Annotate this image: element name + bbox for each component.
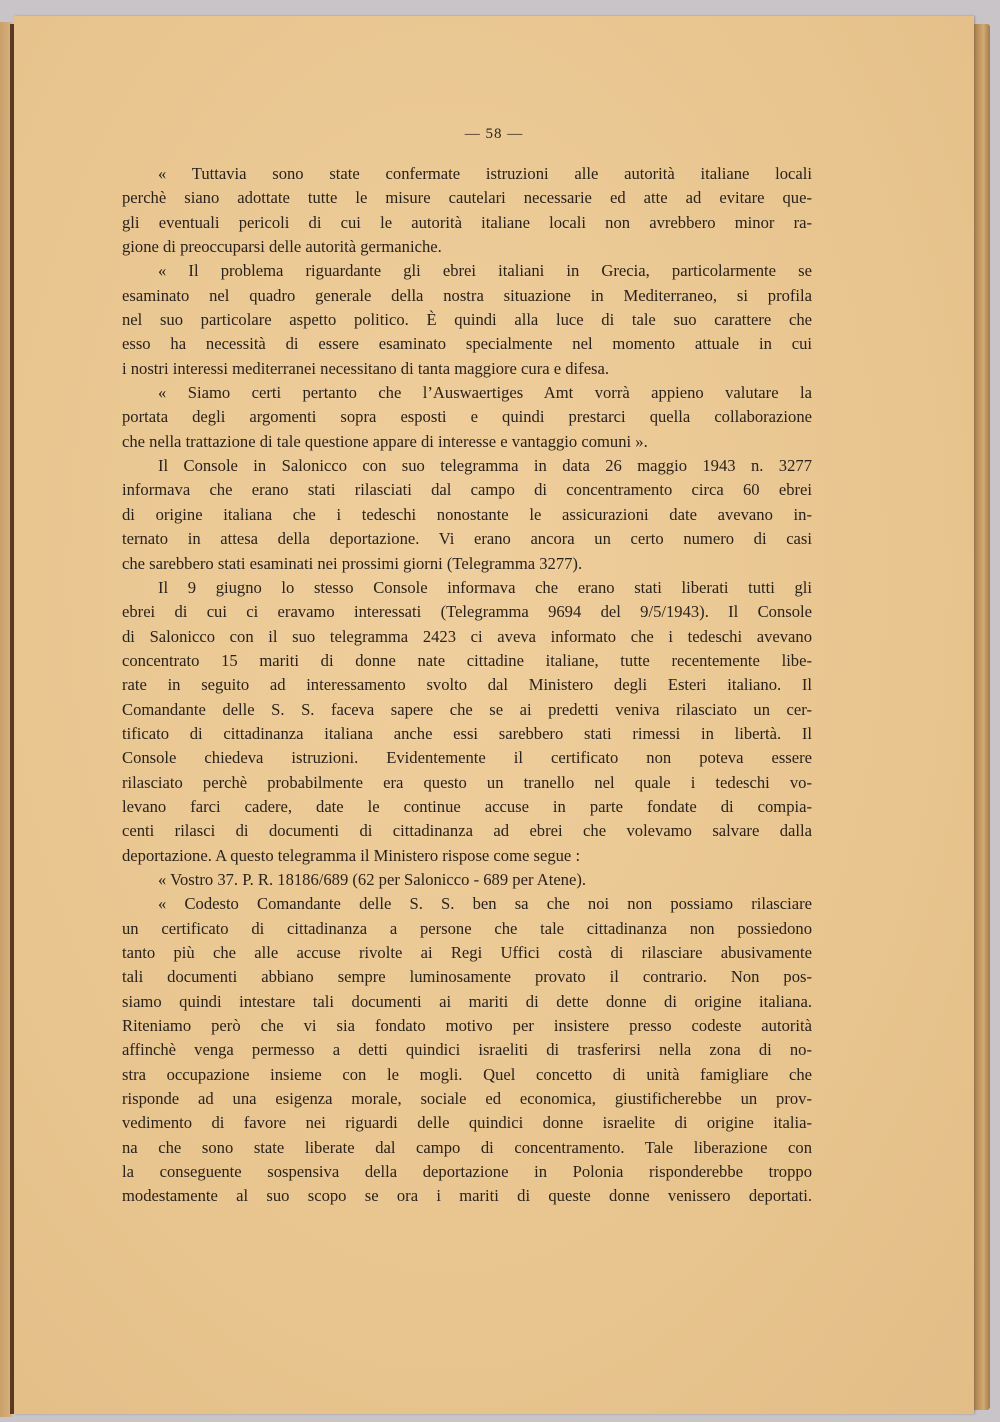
text-line: « Vostro 37. P. R. 18186/689 (62 per Salonicco - 689 per Atene). (158, 869, 587, 889)
text-line: deportazione. A questo telegramma il Ministero rispose come segue : (122, 845, 581, 865)
text-line: ebrei di cui ci eravamo interessati (Telegramma 9694 del 9/5/1943). Il Console (122, 602, 812, 622)
text-line: « Codesto Comandante delle S. S. ben sa che noi non possiamo rilasciare (158, 894, 812, 914)
text-line: che sarebbero stati esaminati nei prossimi giorni (Telegramma 3277). (122, 553, 583, 573)
text-line: centi rilasci di documenti di cittadinanza ad ebrei che volevamo salvare dalla (122, 821, 812, 841)
body-text (122, 162, 812, 1209)
book-page (14, 16, 974, 1414)
text-line: di origine italiana che i tedeschi nonostante le assicurazioni date avevano in- (122, 504, 812, 524)
text-line: esaminato nel quadro generale della nostra situazione in Mediterraneo, si profila (122, 285, 812, 305)
text-line: nel suo particolare aspetto politico. È quindi alla luce di tale suo carattere che (122, 310, 812, 330)
text-line: gli eventuali pericoli di cui le autorità italiane locali non avrebbero minor ra- (122, 212, 812, 232)
text-line: i nostri interessi mediterranei necessitano di tanta maggiore cura e difesa. (122, 358, 610, 378)
text-line: ternato in attesa della deportazione. Vi erano ancora un certo numero di casi (122, 529, 812, 549)
text-line: esso ha necessità di essere esaminato specialmente nel momento attuale in cui (122, 334, 812, 354)
text-line: Comandante delle S. S. faceva sapere che se ai predetti veniva rilasciato un cer- (122, 699, 812, 719)
page-number: — 58 — (464, 126, 524, 142)
text-line: rilasciato perchè probabilmente era questo un tranello nel quale i tedeschi vo- (122, 772, 812, 792)
text-line: tanto più che alle accuse rivolte ai Regi Uffici costà di rilasciare abusivamente (122, 943, 812, 962)
paragraph (122, 868, 812, 892)
paragraph (122, 162, 812, 259)
text-line: perchè siano adottate tutte le misure cautelari necessarie ed atte ad evitare que- (122, 188, 812, 208)
text-line: Il 9 giugno lo stesso Console informava che erano stati liberati tutti gli (158, 577, 812, 597)
text-line: « Il problema riguardante gli ebrei italiani in Grecia, particolarmente se (158, 261, 812, 281)
text-line: affinchè venga permesso a detti quindici israeliti di trasferirsi nella zona di no- (122, 1040, 812, 1060)
paragraph (122, 259, 812, 381)
text-line: che nella trattazione di tale questione appare di interesse e vantaggio comuni ». (122, 431, 648, 451)
text-line: modestamente al suo scopo se ora i mariti di queste donne venissero deportati. (122, 1186, 812, 1206)
text-line: risponde ad una esigenza morale, sociale ed economica, giustificherebbe un prov- (122, 1089, 812, 1109)
text-line: stra occupazione insieme con le mogli. Quel concetto di unità famigliare che (122, 1064, 812, 1084)
text-line: portata degli argomenti sopra esposti e quindi prestarci quella collaborazione (122, 407, 812, 427)
text-line: rate in seguito ad interessamento svolto dal Ministero degli Esteri italiano. Il (122, 675, 812, 695)
text-line: vedimento di favore nei riguardi delle quindici donne israelite di origine italia- (122, 1113, 812, 1133)
text-line: di Salonicco con il suo telegramma 2423 ci aveva informato che i tedeschi avevano (122, 626, 812, 646)
text-line: tificato di cittadinanza italiana anche essi sarebbero stati rimessi in libertà. Il (122, 723, 812, 743)
paragraph (122, 381, 812, 454)
paragraph (122, 576, 812, 868)
text-line: « Siamo certi pertanto che l’Auswaertiges Amt vorrà appieno valutare la (158, 383, 812, 403)
paragraph (122, 892, 812, 1208)
text-line: un certificato di cittadinanza a persone che tale cittadinanza non possiedono (122, 918, 812, 938)
paragraph (122, 454, 812, 576)
text-line: gione di preoccuparsi delle autorità germaniche. (122, 237, 442, 257)
text-line: Console chiedeva istruzioni. Evidentemente il certificato non poteva essere (122, 748, 812, 768)
text-line: siamo quindi intestare tali documenti ai mariti di dette donne di origine italiana. (122, 991, 812, 1011)
text-line: « Tuttavia sono state confermate istruzioni alle autorità italiane locali (158, 164, 812, 183)
text-line: tali documenti abbiano sempre luminosamente provato il contrario. Non pos- (122, 967, 812, 987)
text-line: informava che erano stati rilasciati dal campo di concentramento circa 60 ebrei (122, 480, 812, 500)
text-line: la conseguente sospensiva della deportazione in Polonia risponderebbe troppo (122, 1162, 812, 1182)
text-line: levano farci cadere, date le continue accuse in parte fondate di compia- (122, 796, 812, 816)
text-line: Il Console in Salonicco con suo telegramma in data 26 maggio 1943 n. 3277 (158, 456, 812, 476)
text-line: Riteniamo però che vi sia fondato motivo per insistere presso codeste autorità (122, 1016, 812, 1036)
text-line: na che sono state liberate dal campo di concentramento. Tale liberazione con (122, 1137, 812, 1157)
text-line: concentrato 15 mariti di donne nate cittadine italiane, tutte recentemente libe- (122, 650, 812, 670)
